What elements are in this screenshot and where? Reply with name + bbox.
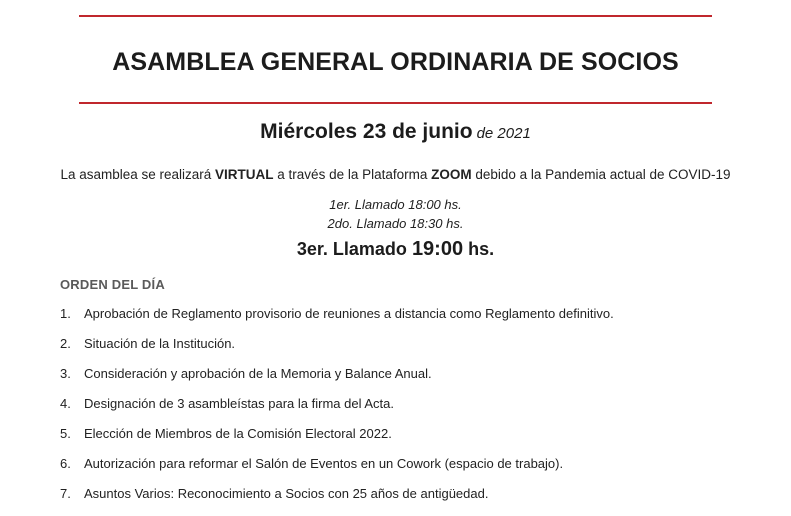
agenda-item-number: 2. xyxy=(60,336,71,351)
agenda-item-text: Autorización para reformar el Salón de Eventos en un Cowork (espacio de trabajo). xyxy=(84,456,564,471)
agenda-item xyxy=(60,336,760,366)
date-line xyxy=(0,120,791,144)
virtual-text-1: La asamblea se realizará xyxy=(60,167,216,182)
agenda-item xyxy=(60,396,760,426)
virtual-text-2: a través de la Plataforma xyxy=(273,167,432,182)
second-call: 2do. Llamado 18:30 hs. xyxy=(327,216,464,231)
first-call: 1er. Llamado 18:00 hs. xyxy=(329,197,462,212)
agenda-item xyxy=(60,306,760,336)
virtual-text-3: debido a la Pandemia actual de COVID-19 xyxy=(471,167,731,182)
bottom-divider xyxy=(79,102,712,104)
top-divider xyxy=(79,15,712,17)
agenda-item xyxy=(60,366,760,396)
third-call-prefix: 3er. Llamado xyxy=(296,239,412,259)
agenda-item-number: 7. xyxy=(60,486,71,501)
agenda-item xyxy=(60,456,760,486)
third-call-suffix: hs. xyxy=(463,239,495,259)
agenda-item-number: 1. xyxy=(60,306,71,321)
third-call-hour: 19:00 xyxy=(411,238,464,260)
agenda-heading: ORDEN DEL DÍA xyxy=(60,277,165,292)
virtual-bold: VIRTUAL xyxy=(215,167,274,182)
date-year: de 2021 xyxy=(476,125,531,142)
agenda-item-number: 4. xyxy=(60,396,71,411)
agenda-item-text: Designación de 3 asambleístas para la firma del Acta. xyxy=(84,396,395,411)
agenda-item xyxy=(60,426,760,456)
agenda-item-number: 3. xyxy=(60,366,71,381)
agenda-list xyxy=(60,306,760,516)
document-title: ASAMBLEA GENERAL ORDINARIA DE SOCIOS xyxy=(112,48,679,76)
virtual-notice xyxy=(0,167,791,182)
zoom-bold: ZOOM xyxy=(431,167,472,182)
date-main: Miércoles 23 de junio xyxy=(260,120,473,143)
agenda-item-text: Elección de Miembros de la Comisión Electoral 2022. xyxy=(84,426,392,441)
third-call xyxy=(0,238,791,261)
agenda-item-text: Aprobación de Reglamento provisorio de reuniones a distancia como Reglamento definitivo. xyxy=(84,306,614,321)
agenda-item-text: Asuntos Varios: Reconocimiento a Socios con 25 años de antigüedad. xyxy=(84,486,489,501)
agenda-item-text: Consideración y aprobación de la Memoria y Balance Anual. xyxy=(84,366,432,381)
agenda-item-number: 6. xyxy=(60,456,71,471)
agenda-item-text: Situación de la Institución. xyxy=(84,336,236,351)
agenda-item xyxy=(60,486,760,516)
agenda-item-number: 5. xyxy=(60,426,71,441)
